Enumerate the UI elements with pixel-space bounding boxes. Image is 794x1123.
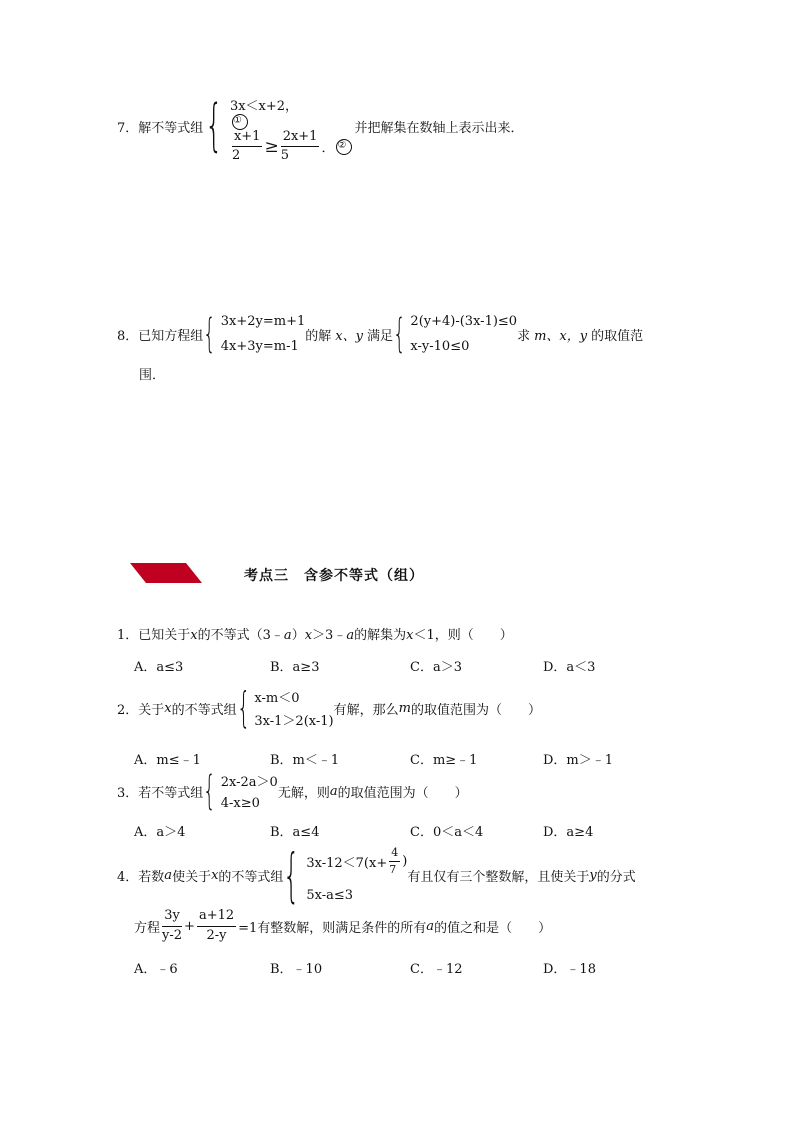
- problem-4-line2: 方程 $\frac{3y}{y-2}$ + $\frac{a+12}{2-y}$ =1有整数解，则满足条件的所有 a 的值之和是（ ）: [134, 908, 552, 943]
- q8-line2: 围．: [139, 368, 166, 383]
- q8-system-1: [221, 314, 306, 354]
- section-banner: [130, 563, 202, 583]
- p4-system: [306, 847, 407, 903]
- q8-suffix-a: 求: [517, 328, 531, 344]
- p1-option-b[interactable]: B．a≥3: [270, 660, 320, 675]
- section-banner-shape: [130, 563, 202, 583]
- p4-sys-frac: $\frac{4}{7}$: [389, 846, 399, 877]
- q8-mid: 的解: [305, 328, 332, 344]
- p2-option-c[interactable]: C．m≥﹣1: [410, 753, 478, 768]
- q8-system-2: [410, 314, 517, 354]
- p4-frac-1: $\frac{3y}{y-2}$: [162, 908, 183, 943]
- p3-option-a[interactable]: A．a＞4: [134, 825, 186, 840]
- p4-frac-2: $\frac{a+12}{2-y}$: [198, 908, 235, 943]
- p2-option-b[interactable]: B．m＜﹣1: [270, 753, 340, 768]
- p1-option-a[interactable]: A．a≤3: [134, 660, 184, 675]
- p1-option-c[interactable]: C．a＞3: [410, 660, 462, 675]
- p4-option-a[interactable]: A．﹣6: [134, 962, 178, 977]
- p2-option-a[interactable]: A．m≤﹣1: [134, 753, 201, 768]
- problem-3: 3． 若不等式组 { 2x-2a＞0 4-x≥0 无解，则 a 的取值范围为（ ）: [117, 768, 468, 814]
- p4-sys-eq1: 3x-12＜7(x+ $\frac{4}{7}$ ): [306, 846, 408, 877]
- q8-mid-vars: x、y: [335, 328, 363, 344]
- p3-system: 2x-2a＞0 4-x≥0: [220, 775, 278, 811]
- q7-frac-left: $\frac{x+1}{2}$: [231, 129, 261, 164]
- q7-frac-right: $\frac{2x+1}{5}$: [280, 129, 318, 164]
- p4-option-b[interactable]: B．﹣10: [270, 962, 323, 977]
- p2-option-d[interactable]: D．m＞﹣1: [543, 753, 614, 768]
- q8-suffix-b: 的取值范: [591, 328, 644, 344]
- p3-brace: {: [203, 768, 217, 814]
- p3-option-c[interactable]: C．0＜a＜4: [410, 825, 484, 840]
- q7-suffix: 并把解集在数轴上表示出来．: [354, 120, 524, 136]
- problem-4: 4． 若数 a 使关于 x 的不等式组 { 3x-12＜7(x+ $\frac{4}{7}$ ) 5x-a≤3 有且仅有三个整数解，且使关于 y 的分式: [117, 841, 636, 909]
- q8-sys1-eq1: 3x+2y=m+1: [220, 314, 306, 329]
- problem-2: 2． 关于 x 的不等式组 { x-m＜0 3x-1＞2(x-1) 有解，那么 m 的取值范围为（ ）: [117, 683, 541, 732]
- problem-1: 1．已知关于x的不等式（3﹣a）x＞3﹣a的解集为x＜1，则（ ）: [117, 628, 513, 643]
- q7-number: 7．: [117, 120, 139, 136]
- q7-mark-1: ①: [232, 114, 248, 130]
- q7-op: ≥: [264, 136, 279, 157]
- q7-prefix: 解不等式组: [138, 120, 204, 136]
- q8-sys2-eq2: x-y-10≤0: [410, 339, 470, 354]
- q8-brace-1: {: [203, 311, 217, 357]
- p4-option-c[interactable]: C．﹣12: [410, 962, 463, 977]
- q7-eq2: $\frac{x+1}{2}$ ≥ $\frac{2x+1}{5}$ ． ②: [230, 130, 353, 164]
- p3-option-d[interactable]: D．a≥4: [543, 825, 594, 840]
- q8-prefix: 已知方程组: [138, 328, 204, 344]
- q7-eq1: 3x＜x+2， ①: [230, 95, 353, 130]
- q8-suffix-vars: m、x，y: [534, 328, 588, 344]
- q8-number: 8．: [117, 328, 139, 344]
- p4-option-d[interactable]: D．﹣18: [543, 962, 596, 977]
- p1-option-d[interactable]: D．a＜3: [543, 660, 596, 675]
- q8-sys1-eq2: 4x+3y=m-1: [220, 339, 299, 354]
- q8-sys2-eq1: 2(y+4)-(3x-1)≤0: [410, 314, 518, 329]
- p3-option-b[interactable]: B．a≤4: [270, 825, 320, 840]
- p4-brace: {: [283, 841, 301, 909]
- p2-brace: {: [236, 683, 251, 732]
- q7-brace: {: [205, 93, 224, 158]
- p2-system: x-m＜0 3x-1＞2(x-1): [254, 691, 334, 729]
- p4-sys-eq2: 5x-a≤3: [306, 888, 354, 903]
- q7-mark-2: ②: [336, 139, 352, 155]
- q8-mid2: 满足: [366, 328, 393, 344]
- q8-brace-2: {: [392, 311, 406, 357]
- question-8: [117, 312, 643, 356]
- section-title: 考点三 含参不等式（组）: [244, 568, 424, 584]
- question-7: [117, 93, 524, 164]
- q7-system: [229, 95, 353, 164]
